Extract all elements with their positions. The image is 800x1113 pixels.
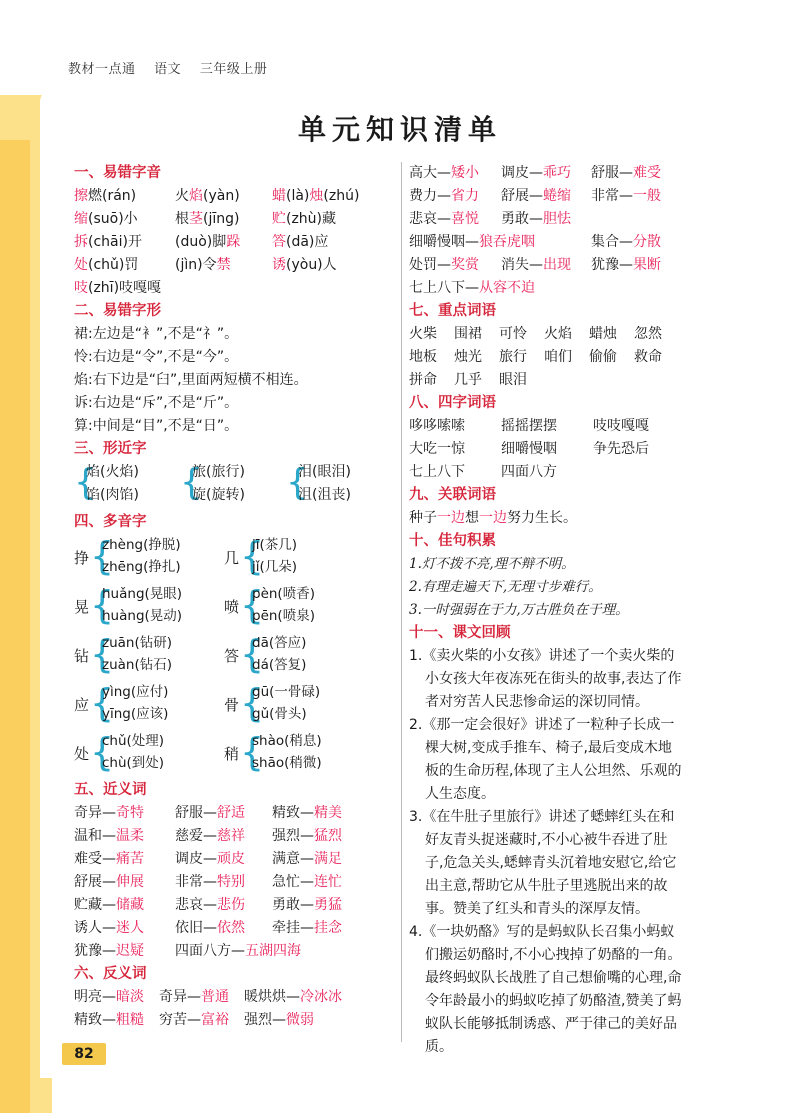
reading: zuàn(钻石) bbox=[102, 657, 173, 673]
word: 调皮— bbox=[501, 165, 543, 181]
paragraph: 2.《那一定会很好》讲述了一粒种子长成一棵大树,变成手推车、椅子,最后变成木地板的生命历程,体现了主人公坦然、乐观的人生态度。 bbox=[409, 717, 682, 802]
word: 费力— bbox=[409, 188, 451, 204]
reading: chǔ(处理) bbox=[102, 733, 165, 749]
word: 勇敢— bbox=[272, 897, 314, 913]
answer: 奇特 bbox=[116, 805, 144, 821]
word-cell bbox=[272, 254, 337, 277]
grade: 三年级上册 bbox=[199, 62, 268, 77]
poly-char: 几 bbox=[224, 549, 240, 567]
reading: gǔ(骨头) bbox=[252, 706, 307, 722]
text: 处 bbox=[74, 257, 88, 273]
page-title: 单元知识清单 bbox=[297, 113, 502, 146]
text: 拆 bbox=[74, 234, 88, 250]
word: 泪(眼泪) bbox=[298, 464, 351, 480]
word: 悲哀— bbox=[409, 211, 451, 227]
list-item bbox=[409, 208, 685, 231]
list-item bbox=[74, 254, 394, 277]
word: 蜡烛 bbox=[589, 326, 617, 342]
poly-char: 晃 bbox=[74, 598, 90, 616]
list-item: 种子一边想一边努力生长。 bbox=[409, 510, 577, 526]
word-cell bbox=[74, 254, 175, 277]
text: 茎 bbox=[189, 211, 203, 227]
word-pair bbox=[175, 848, 272, 871]
word-pair bbox=[175, 894, 272, 917]
word: 旋(旋转) bbox=[192, 487, 245, 503]
list-item bbox=[74, 208, 394, 231]
word: 救命 bbox=[634, 349, 662, 365]
list-item bbox=[74, 871, 394, 894]
list-item: 1.灯不拨不亮,理不辩不明。 bbox=[409, 556, 575, 572]
list-item bbox=[409, 438, 685, 461]
word: 旅行 bbox=[499, 349, 527, 365]
word: 忽然 bbox=[634, 326, 662, 342]
word: 非常— bbox=[175, 874, 217, 890]
poly-char: 钻 bbox=[74, 647, 90, 665]
answer: 依然 bbox=[217, 920, 245, 936]
list-item bbox=[409, 185, 685, 208]
reading: yìng(应付) bbox=[102, 684, 169, 700]
word: 贮藏— bbox=[74, 897, 116, 913]
word: 烛光 bbox=[454, 349, 482, 365]
section-heading: 九、关联词语 bbox=[409, 487, 496, 503]
poly-char: 喷 bbox=[224, 598, 240, 616]
answer: 普通 bbox=[201, 989, 229, 1005]
text: 跺 bbox=[226, 234, 241, 250]
review-paragraphs bbox=[409, 645, 685, 1059]
word: 悲哀— bbox=[175, 897, 217, 913]
brace-icon: { bbox=[240, 534, 265, 578]
list-item: 2.有理走遍天下,无理寸步难行。 bbox=[409, 579, 602, 595]
brace-icon: { bbox=[74, 462, 97, 503]
word-pair bbox=[409, 208, 501, 231]
text: (jìn)令 bbox=[175, 257, 217, 273]
word: 火柴 bbox=[409, 326, 437, 342]
word: 沮(沮丧) bbox=[298, 487, 351, 503]
word-pair bbox=[272, 825, 342, 848]
word-pair bbox=[159, 1009, 244, 1032]
word: 牵挂— bbox=[272, 920, 314, 936]
word: 精致— bbox=[74, 1012, 116, 1028]
word-pair bbox=[591, 162, 661, 185]
word: 舒展— bbox=[501, 188, 543, 204]
word: 强烈— bbox=[272, 828, 314, 844]
text: (zhú) bbox=[323, 188, 360, 204]
word: 争先恐后 bbox=[593, 441, 649, 457]
word-pair bbox=[74, 986, 159, 1009]
word: 勇敢— bbox=[501, 211, 543, 227]
poly-char: 稍 bbox=[224, 745, 240, 763]
answer: 富裕 bbox=[201, 1012, 229, 1028]
section-heading: 一、易错字音 bbox=[74, 165, 161, 181]
answer: 暗淡 bbox=[116, 989, 144, 1005]
paragraph: 4.《一块奶酪》写的是蚂蚁队长召集小蚂蚁们搬运奶酪时,不小心拽掉了奶酪的一角。最终蚂蚁队长战胜了自己想偷嘴的心理,命令年龄最小的蚂蚁吃掉了奶酪渣,赞美了蚂蚁队长能够抵制诱惑、严于律己的美好品质。 bbox=[409, 924, 682, 1055]
reading: yīng(应该) bbox=[102, 706, 169, 722]
list-item bbox=[74, 917, 394, 940]
column-divider bbox=[401, 162, 402, 1042]
answer: 满足 bbox=[314, 851, 342, 867]
word: 拼命 bbox=[409, 372, 437, 388]
running-header bbox=[68, 58, 281, 77]
word: 高大— bbox=[409, 165, 451, 181]
word-pair bbox=[74, 871, 175, 894]
word-pair bbox=[74, 802, 175, 825]
word-pair bbox=[74, 848, 175, 871]
word: 温和— bbox=[74, 828, 116, 844]
brace-icon: { bbox=[90, 583, 115, 627]
reading: zuān(钻研) bbox=[102, 635, 173, 651]
word: 可怜 bbox=[499, 326, 527, 342]
poly-char: 应 bbox=[74, 696, 90, 714]
answer: 猛烈 bbox=[314, 828, 342, 844]
list-item bbox=[409, 346, 685, 369]
word-cell bbox=[175, 185, 272, 208]
word: 几乎 bbox=[454, 372, 482, 388]
section-heading: 三、形近字 bbox=[74, 441, 147, 457]
list-item bbox=[409, 162, 685, 185]
list-item bbox=[74, 825, 394, 848]
text: (chāi)开 bbox=[88, 234, 142, 250]
word: 旅(旅行) bbox=[192, 464, 245, 480]
list-item: 吱(zhī)吱嘎嘎 bbox=[74, 280, 162, 296]
word: 奇异— bbox=[159, 989, 201, 1005]
word: 地板 bbox=[409, 349, 437, 365]
word-pair bbox=[175, 917, 272, 940]
reading: pèn(喷香) bbox=[252, 586, 315, 602]
word: 火焰 bbox=[544, 326, 572, 342]
word-cell bbox=[272, 185, 359, 208]
list-item bbox=[74, 185, 394, 208]
word-pair bbox=[272, 871, 342, 894]
word-pair bbox=[175, 871, 272, 894]
word: 明亮— bbox=[74, 989, 116, 1005]
word: 偷偷 bbox=[589, 349, 617, 365]
word-pair bbox=[244, 1009, 314, 1032]
word: 大吃一惊 bbox=[409, 441, 465, 457]
section-heading: 十、佳句积累 bbox=[409, 533, 496, 549]
brace-icon: { bbox=[180, 462, 203, 503]
section-heading: 二、易错字形 bbox=[74, 303, 161, 319]
brace-icon: { bbox=[240, 632, 265, 676]
brace-icon: { bbox=[240, 583, 265, 627]
word: 舒展— bbox=[74, 874, 116, 890]
text: (duò)脚 bbox=[175, 234, 227, 250]
reading: shào(稍息) bbox=[252, 733, 322, 749]
list-item: 算:中间是“目”,不是“日”。 bbox=[74, 418, 239, 434]
text: 燃(rán) bbox=[88, 188, 137, 204]
list-item bbox=[74, 802, 394, 825]
poly-char: 处 bbox=[74, 745, 90, 763]
brace-icon: { bbox=[240, 730, 265, 774]
word-cell bbox=[175, 208, 272, 231]
word-cell bbox=[175, 231, 272, 254]
list-item bbox=[409, 461, 685, 484]
word: 诱人— bbox=[74, 920, 116, 936]
poly-char: 答 bbox=[224, 647, 240, 665]
word-pair bbox=[501, 185, 591, 208]
top-band bbox=[0, 0, 800, 100]
left-column bbox=[74, 162, 394, 1032]
answer: 喜悦 bbox=[451, 211, 479, 227]
reading: dā(答应) bbox=[252, 635, 307, 651]
word: 四面八方 bbox=[501, 464, 557, 480]
brace-icon: { bbox=[240, 681, 265, 725]
text: (yàn) bbox=[203, 188, 240, 204]
answer: 蜷缩 bbox=[543, 188, 571, 204]
subject: 语文 bbox=[154, 62, 182, 77]
book-name: 教材一点通 bbox=[68, 62, 136, 77]
answer: 特别 bbox=[217, 874, 245, 890]
word: 哆哆嗦嗦 bbox=[409, 418, 465, 434]
word: 非常— bbox=[591, 188, 633, 204]
reading: jī(茶几) bbox=[252, 537, 298, 553]
section-heading: 六、反义词 bbox=[74, 966, 147, 982]
list-item: 犹豫—迟疑 四面八方—五湖四海 bbox=[74, 943, 301, 959]
text: 火 bbox=[175, 188, 189, 204]
list-item: 怜:右边是“令”,不是“今”。 bbox=[74, 349, 239, 365]
answer: 微弱 bbox=[286, 1012, 314, 1028]
word: 慈爱— bbox=[175, 828, 217, 844]
list-item: 诉:右边是“斥”,不是“斤”。 bbox=[74, 395, 239, 411]
right-column bbox=[409, 162, 685, 1059]
word-pair bbox=[159, 986, 244, 1009]
word: 强烈— bbox=[244, 1012, 286, 1028]
reading: huǎng(晃眼) bbox=[102, 586, 183, 602]
answer: 痛苦 bbox=[116, 851, 144, 867]
word-cell bbox=[74, 231, 175, 254]
answer: 伸展 bbox=[116, 874, 144, 890]
list-item bbox=[409, 323, 685, 346]
section-heading: 八、四字词语 bbox=[409, 395, 496, 411]
word-cell bbox=[74, 208, 175, 231]
word-cell bbox=[272, 208, 336, 231]
word: 满意— bbox=[272, 851, 314, 867]
answer: 连忙 bbox=[314, 874, 342, 890]
text: 诱 bbox=[272, 257, 286, 273]
answer: 舒适 bbox=[217, 805, 245, 821]
list-item: 焰:右下边是“臼”,里面两短横不相连。 bbox=[74, 372, 308, 388]
text: 焰 bbox=[189, 188, 203, 204]
text: 擦 bbox=[74, 188, 88, 204]
text: (dā)应 bbox=[286, 234, 329, 250]
word: 眼泪 bbox=[499, 372, 527, 388]
answer: 一般 bbox=[633, 188, 661, 204]
word: 焰(火焰) bbox=[86, 464, 139, 480]
text: 缩 bbox=[74, 211, 88, 227]
list-item bbox=[74, 848, 394, 871]
text: 烛 bbox=[309, 188, 324, 204]
reading: zhèng(挣脱) bbox=[102, 537, 181, 553]
answer: 勇猛 bbox=[314, 897, 342, 913]
answer: 顽皮 bbox=[217, 851, 245, 867]
reading: gū(一骨碌) bbox=[252, 684, 321, 700]
text: 贮 bbox=[272, 211, 286, 227]
answer: 矮小 bbox=[451, 165, 479, 181]
brace-icon: { bbox=[90, 730, 115, 774]
text: (jīng) bbox=[203, 211, 240, 227]
text: (yòu)人 bbox=[286, 257, 337, 273]
word: 七上八下 bbox=[409, 464, 465, 480]
paragraph: 1.《卖火柴的小女孩》讲述了一个卖火柴的小女孩大年夜冻死在街头的故事,表达了作者对穷苦人民悲惨命运的深切同情。 bbox=[409, 648, 682, 710]
answer: 储藏 bbox=[116, 897, 144, 913]
brace-icon: { bbox=[90, 632, 115, 676]
text: 根 bbox=[175, 211, 189, 227]
left-decor-band-dark bbox=[0, 140, 30, 1113]
text: (suō)小 bbox=[88, 211, 138, 227]
word-pair bbox=[74, 894, 175, 917]
brace-icon: { bbox=[90, 534, 115, 578]
word-pair bbox=[175, 802, 272, 825]
word: 摇摇摆摆 bbox=[501, 418, 557, 434]
text: (là) bbox=[286, 188, 310, 204]
list-item: 处罚—奖赏 消失—出现 犹豫—果断 bbox=[409, 257, 661, 273]
text: (zhù)藏 bbox=[286, 211, 337, 227]
section-heading: 五、近义词 bbox=[74, 782, 147, 798]
list-item: 裙:左边是“衤”,不是“礻”。 bbox=[74, 326, 239, 342]
word-cell bbox=[175, 254, 272, 277]
answer: 挂念 bbox=[314, 920, 342, 936]
word: 舒服— bbox=[175, 805, 217, 821]
text: 答 bbox=[272, 234, 286, 250]
paragraph: 3.《在牛肚子里旅行》讲述了蟋蟀红头在和好友青头捉迷藏时,不小心被牛吞进了肚子,危急关头,蟋蟀青头沉着地安慰它,给它出主意,帮助它从牛肚子里逃脱出来的故事。赞美了红头和青头的深厚友情。 bbox=[409, 809, 677, 917]
answer: 温柔 bbox=[116, 828, 144, 844]
answer: 省力 bbox=[451, 188, 479, 204]
list-item: 七上八下—从容不迫 bbox=[409, 280, 535, 296]
section-heading: 四、多音字 bbox=[74, 514, 147, 530]
brace-icon: { bbox=[286, 462, 309, 503]
word-pair bbox=[175, 825, 272, 848]
reading: dá(答复) bbox=[252, 657, 307, 673]
word: 依旧— bbox=[175, 920, 217, 936]
word-pair bbox=[501, 162, 591, 185]
reading: shāo(稍微) bbox=[252, 755, 322, 771]
reading: huàng(晃动) bbox=[102, 608, 183, 624]
answer: 慈祥 bbox=[217, 828, 245, 844]
word-pair bbox=[501, 208, 591, 231]
reading: zhēng(挣扎) bbox=[102, 559, 181, 575]
list-item bbox=[409, 369, 685, 392]
word-pair bbox=[409, 162, 501, 185]
brace-icon: { bbox=[90, 681, 115, 725]
word-pair bbox=[244, 986, 342, 1009]
list-item bbox=[74, 894, 394, 917]
reading: jǐ(几朵) bbox=[252, 559, 298, 575]
answer: 乖巧 bbox=[543, 165, 571, 181]
word: 调皮— bbox=[175, 851, 217, 867]
word: 穷苦— bbox=[159, 1012, 201, 1028]
answer: 胆怯 bbox=[543, 211, 571, 227]
word-pair bbox=[272, 848, 342, 871]
word-pair bbox=[74, 1009, 159, 1032]
list-item: 细嚼慢咽—狼吞虎咽 集合—分散 bbox=[409, 234, 661, 250]
answer: 精美 bbox=[314, 805, 342, 821]
word: 难受— bbox=[74, 851, 116, 867]
word: 咱们 bbox=[544, 349, 572, 365]
answer: 悲伤 bbox=[217, 897, 245, 913]
answer: 粗糙 bbox=[116, 1012, 144, 1028]
word: 暖烘烘— bbox=[244, 989, 300, 1005]
word: 舒服— bbox=[591, 165, 633, 181]
word: 馅(肉馅) bbox=[86, 487, 139, 503]
list-item bbox=[409, 415, 685, 438]
reading: pēn(喷泉) bbox=[252, 608, 315, 624]
text: 蜡 bbox=[272, 188, 286, 204]
word-pair bbox=[272, 917, 342, 940]
word: 精致— bbox=[272, 805, 314, 821]
answer: 迷人 bbox=[116, 920, 144, 936]
word: 吱吱嘎嘎 bbox=[593, 418, 649, 434]
reading: chù(到处) bbox=[102, 755, 165, 771]
answer: 冷冰冰 bbox=[300, 989, 342, 1005]
word-pair bbox=[272, 802, 342, 825]
word-cell bbox=[272, 231, 328, 254]
word: 急忙— bbox=[272, 874, 314, 890]
word-pair bbox=[74, 917, 175, 940]
word-pair bbox=[272, 894, 342, 917]
page-number: 82 bbox=[62, 1043, 106, 1065]
poly-char: 挣 bbox=[74, 549, 90, 567]
word-pair bbox=[591, 185, 661, 208]
list-item: 3.一时强弱在于力,万古胜负在于理。 bbox=[409, 602, 629, 618]
list-item bbox=[74, 986, 394, 1009]
section-heading: 七、重点词语 bbox=[409, 303, 496, 319]
word-cell bbox=[74, 185, 175, 208]
word: 细嚼慢咽 bbox=[501, 441, 557, 457]
word: 奇异— bbox=[74, 805, 116, 821]
text: (chǔ)罚 bbox=[88, 257, 139, 273]
text: 禁 bbox=[216, 257, 231, 273]
answer: 难受 bbox=[633, 165, 661, 181]
list-item bbox=[74, 1009, 394, 1032]
poly-char: 骨 bbox=[224, 696, 240, 714]
word-pair bbox=[74, 825, 175, 848]
section-heading: 十一、课文回顾 bbox=[409, 625, 511, 641]
word: 围裙 bbox=[454, 326, 482, 342]
list-item bbox=[74, 231, 394, 254]
word-pair bbox=[409, 185, 501, 208]
